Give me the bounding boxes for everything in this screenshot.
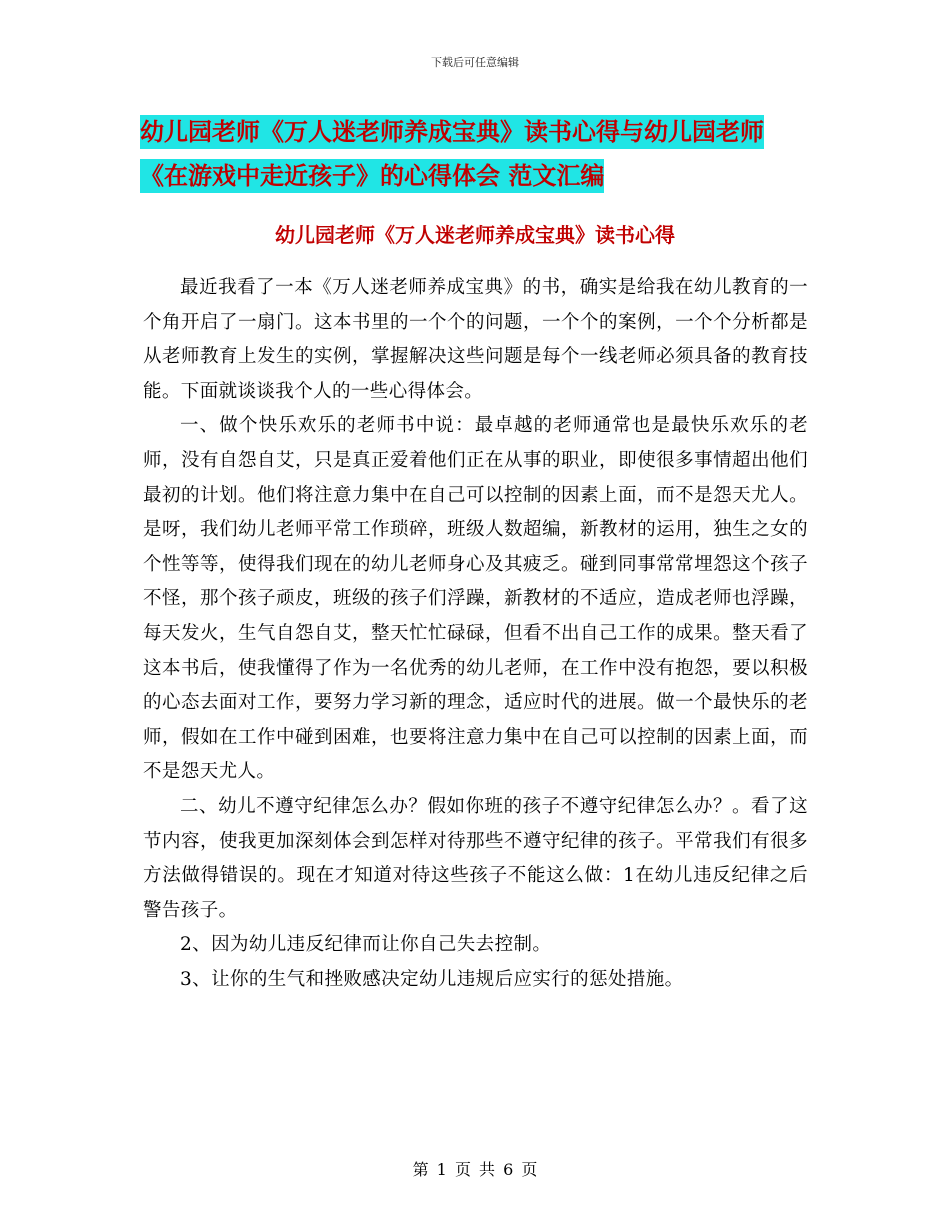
document-title: [140, 110, 810, 198]
paragraph-point-2: 二、幼儿不遵守纪律怎么办？假如你班的孩子不遵守纪律怎么办？。看了这节内容，使我更加深刻体会到怎样对待那些不遵守纪律的孩子。平常我们有很多方法做得错误的。现在才知道对待这些孩子不能这么做：1在幼儿违反纪律之后警告孩子。: [143, 795, 808, 921]
paragraph-item-2: 2、因为幼儿违反纪律而让你自己失去控制。: [180, 934, 552, 956]
paragraph-item-3: 3、让你的生气和挫败感决定幼儿违规后应实行的惩处措施。: [180, 968, 684, 990]
paragraph-intro: 最近我看了一本《万人迷老师养成宝典》的书，确实是给我在幼儿教育的一个角开启了一扇门。这本书里的一个个的问题，一个个的案例，一个个分析都是从老师教育上发生的实例，掌握解决这些问题是每个一线老师必须具备的教育技能。下面就谈谈我个人的一些心得体会。: [143, 277, 808, 402]
paragraph-point-1: 一、做个快乐欢乐的老师书中说：最卓越的老师通常也是最快乐欢乐的老师，没有自怨自艾，只是真正爱着他们正在从事的职业，即使很多事情超出他们最初的计划。他们将注意力集中在自己可以控制的因素上面，而不是怨天尤人。是呀，我们幼儿老师平常工作琐碎，班级人数超编，新教材的运用，独生之女的个性等等，使得我们现在的幼儿老师身心及其疲乏。碰到同事常常埋怨这个孩子不怪，那个孩子顽皮，班级的孩子们浮躁，新教材的不适应，造成老师也浮躁，每天发火，生气自怨自艾，整天忙忙碌碌，但看不出自己工作的成果。整天看了这本书后，使我懂得了作为一名优秀的幼儿老师，在工作中没有抱怨，要以积极的心态去面对工作，要努力学习新的理念，适应时代的进展。做一个最快乐的老师，假如在工作中碰到困难，也要将注意力集中在自己可以控制的因素上面，而不是怨天尤人。: [143, 415, 808, 783]
page-header-note: 下载后可任意编辑: [431, 56, 519, 69]
section-title: 幼儿园老师《万人迷老师养成宝典》读书心得: [275, 223, 675, 247]
document-body: [143, 271, 808, 997]
document-title-text: 幼儿园老师《万人迷老师养成宝典》读书心得与幼儿园老师《在游戏中走近孩子》的心得体会 范文汇编: [140, 115, 764, 193]
page-number-footer: 第 1 页 共 6 页: [412, 1160, 538, 1179]
